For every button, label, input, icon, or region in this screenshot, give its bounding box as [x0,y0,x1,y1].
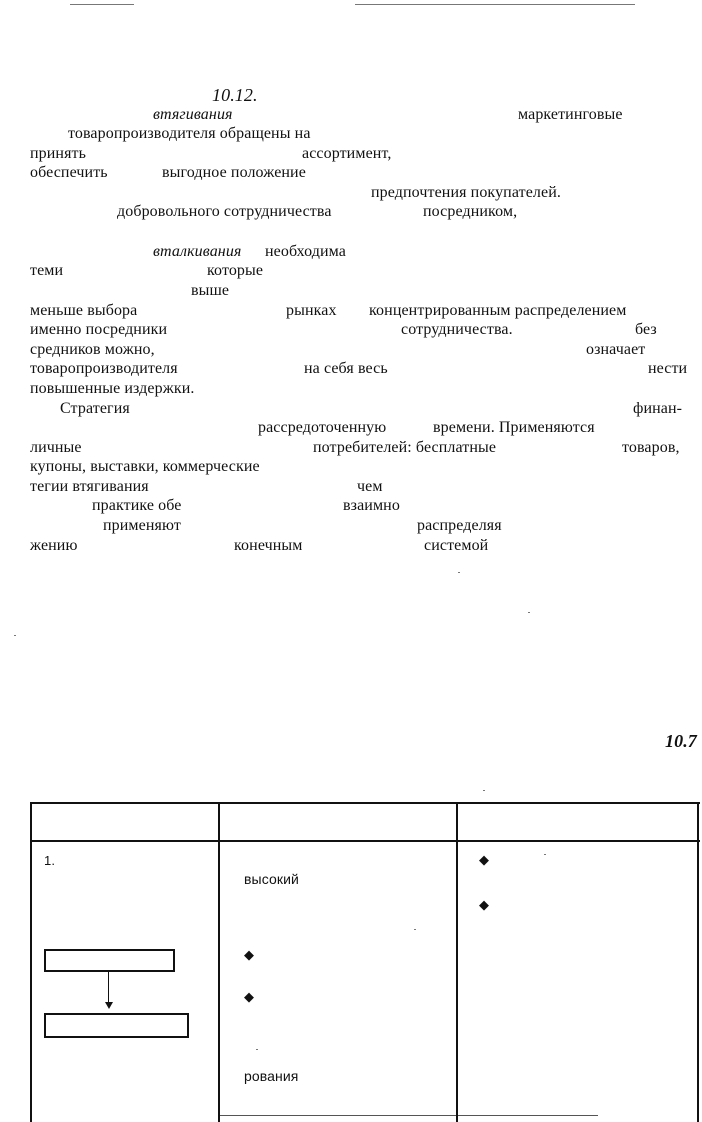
text-fragment: выгодное положение [162,164,306,181]
table-header-separator [30,840,700,842]
table-top-border [30,802,700,804]
text-fragment: которые [207,262,264,279]
text-fragment: сотрудничества. [401,321,513,338]
flow-arrow-shaft [108,972,109,1002]
scan-speck [458,572,460,573]
text-fragment: средников можно, [30,341,155,358]
text-fragment: теми [30,262,64,279]
text-fragment: товаропроизводителя обращены на [68,125,311,142]
text-fragment: рассредоточенную [258,419,387,436]
text-fragment: взаимно [343,497,400,514]
text-fragment: обеспечить [30,164,108,181]
scan-speck [256,1049,258,1050]
text-fragment: принять [30,145,87,162]
figure-label: 10.7 [665,731,697,751]
text-fragment: на себя весь [304,360,388,377]
arrow-down-icon [105,1002,113,1009]
text-fragment: концентрированным распределением [369,302,627,319]
text-fragment: Стратегия [60,400,130,417]
table-bottom-rule [218,1115,598,1116]
flow-box-top [44,949,175,972]
text-fragment: выше [191,282,230,299]
text-fragment: добровольного сотрудничества [117,203,332,220]
table-column-divider [456,802,458,1122]
text-fragment: именно посредники [30,321,168,338]
diamond-bullet-icon: ◆ [479,853,489,868]
scan-speck [70,4,134,5]
text-fragment: нести [648,360,688,377]
text-fragment: личные [30,439,82,456]
section-number: 10.12. [212,85,258,105]
table-row-number: 1. [44,853,56,868]
text-fragment: чем [357,478,383,495]
table-column-divider [218,802,220,1122]
scan-speck [483,790,485,791]
table-cell-text: рования [244,1068,299,1084]
text-fragment: вталкивания [153,243,242,260]
text-fragment: означает [586,341,646,358]
text-fragment: тегии втягивания [30,478,149,495]
text-fragment: посредником, [423,203,518,220]
text-fragment: втягивания [153,106,233,123]
diamond-bullet-icon: ◆ [244,990,254,1005]
text-fragment: распределяя [417,517,502,534]
text-fragment: товаропроизводителя [30,360,178,377]
text-fragment: практике обе [92,497,182,514]
table-right-border [697,802,699,1122]
flow-box-bottom [44,1013,189,1038]
text-fragment: меньше выбора [30,302,138,319]
text-fragment: ассортимент, [302,145,392,162]
text-fragment: купоны, выставки, коммерческие [30,458,260,475]
scan-speck [355,4,635,5]
text-fragment: конечным [234,537,303,554]
figure-table [30,802,700,1122]
table-left-border [30,802,32,1122]
text-fragment: жению [30,537,78,554]
scan-speck [544,854,546,855]
text-fragment: финан- [633,400,683,417]
text-fragment: предпочтения покупателей. [371,184,561,201]
text-fragment: необходима [265,243,346,260]
text-fragment: применяют [103,517,181,534]
text-fragment: потребителей: бесплатные [313,439,497,456]
diamond-bullet-icon: ◆ [479,898,489,913]
scan-speck [528,612,530,613]
text-fragment: времени. Применяются [433,419,595,436]
diamond-bullet-icon: ◆ [244,948,254,963]
scan-speck [414,929,416,930]
text-fragment: маркетинговые [518,106,623,123]
text-fragment: рынках [286,302,337,319]
text-fragment: повышенные издержки. [30,380,195,397]
scan-speck [14,635,16,636]
table-cell-text: высокий [244,871,299,887]
text-fragment: товаров, [622,439,680,456]
text-fragment: без [635,321,657,338]
text-fragment: системой [424,537,489,554]
